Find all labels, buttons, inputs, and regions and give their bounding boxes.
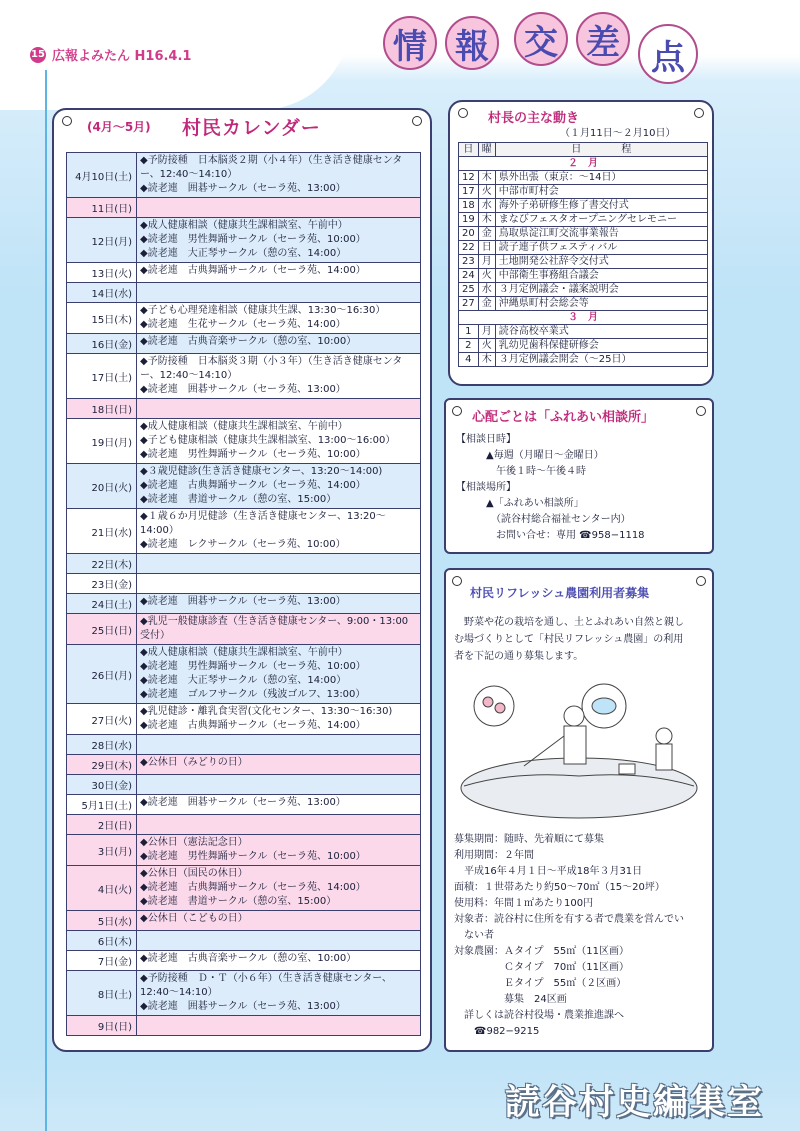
calendar-row [67,835,421,866]
schedule-row [459,353,708,367]
farm-detail-line: 使用料：年間１㎡あたり100円 [454,898,594,909]
schedule-cell: 水 [478,283,495,297]
calendar-events [137,554,421,574]
calendar-date: 28日(水) [67,735,137,755]
calendar-event: ◆読老連 囲碁サークル（セーラ苑、13:00） [140,596,346,607]
calendar-event: ◆読老連 古典舞踊サークル（セーラ苑、14:00） [140,720,366,731]
calendar-events [137,153,421,198]
consult-line: お問い合せ：専用 ☎958−1118 [456,530,645,541]
schedule-cell: ２ 月 [459,157,708,171]
calendar-events [137,775,421,795]
calendar-date: 15日(木) [67,303,137,334]
calendar-date: 19日(月) [67,419,137,464]
schedule-cell: 金 [478,227,495,241]
farm-detail-line: Ｅタイプ 55㎡（２区画） [454,978,627,989]
calendar-row [67,399,421,419]
calendar-date: 16日(金) [67,334,137,354]
calendar-row [67,303,421,334]
calendar-events [137,303,421,334]
calendar-event: ◆読老連 古典音楽サークル（憩の室、10:00） [140,336,357,347]
consult-line: 【相談場所】 [456,482,516,493]
calendar-event: ◆読老連 囲碁サークル（セーラ苑、13:00） [140,797,346,808]
calendar-row [67,931,421,951]
farm-intro-line: む場づくりとして「村民リフレッシュ農園」の利用 [454,634,684,645]
calendar-events [137,866,421,911]
calendar-date: 13日(火) [67,263,137,283]
calendar-event: ◆公休日（憲法記念日） [140,837,248,848]
calendar-date: 5月1日(土) [67,795,137,815]
farm-detail-line: 募集期間：随時、先着順にて募集 [454,834,604,845]
farm-detail-line: 利用期間：２年間 [454,850,534,861]
farm-intro [454,614,684,665]
calendar-date: 4月10日(土) [67,153,137,198]
calendar-event: ◆読老連 男性舞踊サークル（セーラ苑、10:00） [140,449,366,460]
calendar-row [67,971,421,1016]
calendar-event: ◆読老連 囲碁サークル（セーラ苑、13:00） [140,384,346,395]
calendar-event: ◆予防接種 日本脳炎３期（小３年）（生き活き健康センター、12:40〜14:10） [140,356,403,381]
calendar-table [66,152,421,1036]
schedule-row [459,255,708,269]
calendar-event: ◆読老連 書道サークル（憩の室、15:00） [140,896,337,907]
schedule-cell: 日 程 [495,143,707,157]
schedule-cell: 19 [459,213,479,227]
calendar-events [137,354,421,399]
calendar-row [67,645,421,704]
calendar-events [137,704,421,735]
mayor-panel [448,100,714,386]
schedule-cell: 1 [459,325,479,339]
calendar-row [67,574,421,594]
calendar-date: 29日(木) [67,755,137,775]
newsletter-title: 広報よみたん H16.4.1 [52,49,192,64]
calendar-event: ◆予防接種 日本脳炎２期（小４年）（生き活き健康センター、12:40〜14:10） [140,155,403,180]
calendar-events [137,263,421,283]
calendar-event: ◆読老連 男性舞踊サークル（セーラ苑、10:00） [140,851,366,862]
schedule-cell: 中部衛生事務組合議会 [495,269,707,283]
schedule-cell: 県外出張（東京：〜14日） [495,171,707,185]
farm-detail-line: 面積：１世帯あたり約50〜70㎡（15〜20坪） [454,882,665,893]
calendar-date: 4日(火) [67,866,137,911]
calendar-row [67,263,421,283]
farm-details [454,832,684,1040]
pin-icon [452,406,462,416]
calendar-row [67,594,421,614]
calendar-row [67,614,421,645]
schedule-cell: 曜 [478,143,495,157]
farm-detail-line: 詳しくは読谷村役場・農業推進課へ [454,1010,624,1021]
calendar-row [67,198,421,218]
calendar-date: 18日(日) [67,399,137,419]
schedule-cell: 24 [459,269,479,283]
main-title-char: 点 [638,24,698,84]
calendar-date: 12日(月) [67,218,137,263]
schedule-cell: 18 [459,199,479,213]
consult-title: 心配ごとは「ふれあい相談所」 [472,410,655,425]
calendar-date: 24日(土) [67,594,137,614]
calendar-event: ◆成人健康相談（健康共生課相談室、午前中） [140,220,348,231]
calendar-event: ◆読老連 古典舞踊サークル（セーラ苑、14:00） [140,480,366,491]
schedule-cell: 中部市町村会 [495,185,707,199]
calendar-row [67,354,421,399]
consult-line: ▲毎週（月曜日〜金曜日） [456,450,604,461]
consult-body [456,432,645,544]
farm-intro-line: 者を下記の通り募集します。 [454,651,584,662]
schedule-cell: 火 [478,339,495,353]
calendar-date: 22日(木) [67,554,137,574]
schedule-cell: 27 [459,297,479,311]
schedule-cell: 木 [478,213,495,227]
consult-line: （読谷村総合福祉センター内） [456,514,631,525]
schedule-cell: 20 [459,227,479,241]
farm-detail-line: ない者 [454,930,494,941]
calendar-events [137,971,421,1016]
calendar-date: 30日(金) [67,775,137,795]
schedule-cell: 月 [478,255,495,269]
schedule-cell: 火 [478,185,495,199]
consult-panel [444,398,714,554]
calendar-events [137,1016,421,1036]
schedule-header [459,143,708,157]
calendar-event: ◆読老連 レクサークル（セーラ苑、10:00） [140,539,346,550]
schedule-cell: ３ 月 [459,311,708,325]
calendar-row [67,704,421,735]
calendar-event: ◆読老連 男性舞踊サークル（セーラ苑、10:00） [140,234,366,245]
calendar-date: 25日(日) [67,614,137,645]
calendar-date: 21日(水) [67,509,137,554]
calendar-date: 7日(金) [67,951,137,971]
calendar-date: 20日(火) [67,464,137,509]
schedule-cell: 22 [459,241,479,255]
calendar-row [67,334,421,354]
calendar-row [67,775,421,795]
calendar-row [67,911,421,931]
schedule-row [459,199,708,213]
schedule-cell: 土地開発公社辞令交付式 [495,255,707,269]
calendar-row [67,951,421,971]
mayor-schedule-table [458,142,708,367]
farm-detail-line: Ｃタイプ 70㎡（11区画） [454,962,629,973]
calendar-row [67,464,421,509]
calendar-row [67,815,421,835]
consult-line: ▲「ふれあい相談所」 [456,498,584,509]
farm-detail-line: 対象者：読谷村に住所を有する者で農業を営んでい [454,914,684,925]
schedule-row [459,227,708,241]
schedule-cell: 水 [478,199,495,213]
calendar-row [67,153,421,198]
pin-icon [696,576,706,586]
schedule-cell: 読谷高校卒業式 [495,325,707,339]
calendar-events [137,755,421,775]
calendar-event: ◆読老連 男性舞踊サークル（セーラ苑、10:00） [140,661,366,672]
pin-icon [458,108,468,118]
calendar-event: ◆読老連 大正琴サークル（憩の室、14:00） [140,675,347,686]
calendar-row [67,795,421,815]
schedule-cell: 日 [478,241,495,255]
calendar-row [67,735,421,755]
farm-detail-line: 対象農園：Ａタイプ 55㎡（11区画） [454,946,629,957]
calendar-date: 11日(日) [67,198,137,218]
calendar-event: ◆読老連 囲碁サークル（セーラ苑、13:00） [140,183,346,194]
pin-icon [696,406,706,416]
schedule-cell: 海外子弟研修生修了書交付式 [495,199,707,213]
consult-line: 午後１時〜午後４時 [456,466,586,477]
calendar-panel [52,108,432,1052]
calendar-events [137,614,421,645]
calendar-events [137,509,421,554]
schedule-cell: ３月定例議会開会（〜25日） [495,353,707,367]
main-title-char: 情 [383,16,437,70]
schedule-cell: ３月定例議会・議案説明会 [495,283,707,297]
schedule-cell: 金 [478,297,495,311]
main-title-char: 交 [514,12,568,66]
calendar-event: ◆成人健康相談（健康共生課相談室、午前中） [140,647,348,658]
calendar-events [137,334,421,354]
farm-detail-line: 平成16年４月１日〜平成18年３月31日 [454,866,643,877]
schedule-cell: 23 [459,255,479,269]
calendar-row [67,218,421,263]
calendar-event: ◆１歳６か月児健診（生き活き健康センター、13:20〜14:00） [140,511,386,536]
calendar-events [137,198,421,218]
calendar-events [137,735,421,755]
calendar-events [137,795,421,815]
schedule-cell: 月 [478,325,495,339]
calendar-date: 26日(月) [67,645,137,704]
calendar-events [137,218,421,263]
calendar-events [137,574,421,594]
calendar-events [137,815,421,835]
main-title-char: 報 [445,16,499,70]
calendar-date: 8日(土) [67,971,137,1016]
schedule-cell: 火 [478,269,495,283]
calendar-events [137,283,421,303]
farm-detail-line: ☎982−9215 [454,1026,540,1037]
calendar-date: 27日(火) [67,704,137,735]
calendar-events [137,419,421,464]
calendar-date: 2日(日) [67,815,137,835]
calendar-event: ◆公休日（国民の休日） [140,868,248,879]
schedule-cell: 4 [459,353,479,367]
calendar-row [67,755,421,775]
calendar-event: ◆読老連 生花サークル（セーラ苑、14:00） [140,319,346,330]
calendar-event: ◆公休日（みどりの日） [140,757,248,768]
calendar-event: ◆読老連 書道サークル（憩の室、15:00） [140,494,337,505]
calendar-row [67,1016,421,1036]
calendar-event: ◆乳児健診・離乳食実習(文化センター、13:30〜16:30) [140,706,393,717]
main-title-char: 差 [576,12,630,66]
calendar-date: 9日(日) [67,1016,137,1036]
farm-panel [444,568,714,1052]
calendar-event: ◆公休日（こどもの日） [140,913,248,924]
calendar-events [137,399,421,419]
calendar-date: 17日(土) [67,354,137,399]
calendar-date: 6日(木) [67,931,137,951]
schedule-row [459,269,708,283]
calendar-event: ◆３歳児健診(生き活き健康センター、13:20〜14:00) [140,466,383,477]
schedule-row [459,171,708,185]
schedule-row [459,297,708,311]
page-header [30,45,191,64]
margin-line [45,70,47,1131]
calendar-events [137,911,421,931]
schedule-cell: 17 [459,185,479,199]
schedule-cell: 2 [459,339,479,353]
calendar-row [67,283,421,303]
mayor-title: 村長の主な動き [488,111,580,126]
calendar-event: ◆予防接種 Ｄ・Ｔ（小６年）（生き活き健康センター、12:40〜14:10） [140,973,392,998]
schedule-month [459,157,708,171]
calendar-row [67,866,421,911]
calendar-events [137,464,421,509]
schedule-cell: まなびフェスタオープニングセレモニー [495,213,707,227]
schedule-cell: 乳幼児歯科保健研修会 [495,339,707,353]
calendar-event: ◆読老連 大正琴サークル（憩の室、14:00） [140,248,347,259]
calendar-events [137,835,421,866]
footer-credit: 読谷村史編集室 [505,1082,765,1123]
calendar-events [137,594,421,614]
schedule-cell: 日 [459,143,479,157]
schedule-cell: 沖縄県町村会総会等 [495,297,707,311]
calendar-event: ◆読老連 囲碁サークル（セーラ苑、13:00） [140,1001,346,1012]
schedule-row [459,213,708,227]
calendar-row [67,419,421,464]
schedule-cell: 鳥取県淀江町交流事業報告 [495,227,707,241]
schedule-row [459,325,708,339]
pin-icon [412,116,422,126]
schedule-cell: 木 [478,353,495,367]
calendar-event: ◆子ども健康相談（健康共生課相談室、13:00〜16:00） [140,435,396,446]
calendar-event: ◆子ども心理発達相談（健康共生課、13:30〜16:30） [140,305,386,316]
calendar-title: 村民カレンダー [182,117,321,139]
calendar-date: 14日(水) [67,283,137,303]
calendar-event: ◆読老連 ゴルフサークル（残波ゴルフ、13:00） [140,689,366,700]
calendar-date: 3日(月) [67,835,137,866]
pin-icon [452,576,462,586]
calendar-event: ◆読老連 古典音楽サークル（憩の室、10:00） [140,953,357,964]
schedule-month [459,311,708,325]
calendar-event: ◆乳児一般健康診査（生き活き健康センター、9:00・13:00受付） [140,616,409,641]
farm-intro-line: 野菜や花の栽培を通し、土とふれあい自然と親し [454,617,684,628]
calendar-date: 23日(金) [67,574,137,594]
farm-title: 村民リフレッシュ農園利用者募集 [470,586,650,600]
farm-illustration [454,676,704,826]
pin-icon [694,108,704,118]
calendar-range: (4月〜5月) [87,120,151,134]
schedule-cell: 読子連子供フェスティバル [495,241,707,255]
calendar-row [67,554,421,574]
calendar-events [137,645,421,704]
calendar-event: ◆読老連 古典舞踊サークル（セーラ苑、14:00） [140,882,366,893]
calendar-event: ◆成人健康相談（健康共生課相談室、午前中） [140,421,348,432]
mayor-period: （１月11日〜２月10日） [560,128,676,139]
pin-icon [62,116,72,126]
calendar-events [137,951,421,971]
consult-line: 【相談日時】 [456,434,516,445]
schedule-row [459,283,708,297]
schedule-cell: 木 [478,171,495,185]
schedule-row [459,185,708,199]
page-number: 15 [30,47,46,63]
calendar-events [137,931,421,951]
schedule-cell: 25 [459,283,479,297]
schedule-row [459,339,708,353]
farm-detail-line: 募集 24区画 [454,994,567,1005]
calendar-date: 5日(水) [67,911,137,931]
calendar-row [67,509,421,554]
schedule-cell: 12 [459,171,479,185]
calendar-event: ◆読老連 古典舞踊サークル（セーラ苑、14:00） [140,265,366,276]
schedule-row [459,241,708,255]
